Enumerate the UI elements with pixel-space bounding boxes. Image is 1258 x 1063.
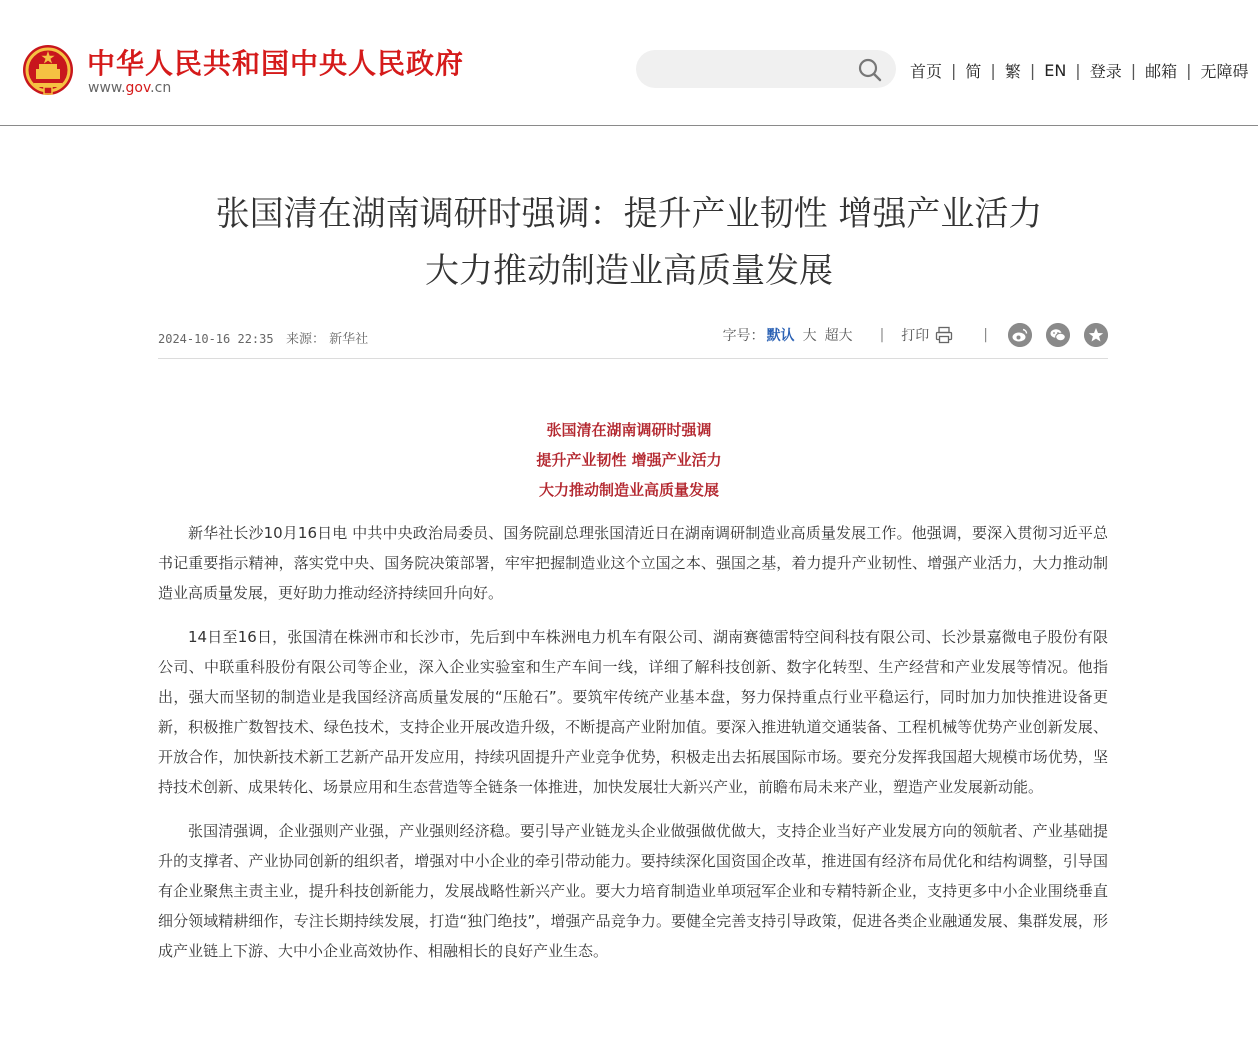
body-paragraph: 14日至16日，张国清在株洲市和长沙市，先后到中车株洲电力机车有限公司、湖南赛德雷特空间科技有限公司、长沙景嘉微电子股份有限公司、中联重科股份有限公司等企业，深入企业实验室和生产车间一线，详细了解科技创新、数字化转型、生产经营和产业发展等情况。他指出，强大而坚韧的制造业是我国经济高质量发展的“压舱石”。要筑牢传统产业基本盘，努力保持重点行业平稳运行，同时加力加快推进设备更新，积极推广数智技术、绿色技术，支持企业开展改造升级，不断提高产业附加值。要深入推进轨道交通装备、工程机械等优势产业创新发展、开放合作，加快新技术新工艺新产品开发应用，持续巩固提升产业竞争优势，积极走出去拓展国际市场。要充分发挥我国超大规模市场优势，坚持技术创新、成果转化、场景应用和生态营造等全链条一体推进，加快发展壮大新兴产业，前瞻布局未来产业，塑造产业发展新动能。	[158, 628, 1108, 796]
wechat-icon[interactable]	[1046, 323, 1070, 347]
national-emblem-icon[interactable]	[22, 43, 74, 97]
subheading-line: 张国清在湖南调研时强调	[546, 421, 712, 439]
printer-icon[interactable]	[935, 326, 953, 344]
font-size-large-button[interactable]: 大	[802, 328, 817, 344]
nav-english-link[interactable]: EN	[1044, 61, 1067, 80]
print-button[interactable]: 打印	[901, 328, 930, 344]
nav-mailbox-link[interactable]: 邮箱	[1145, 62, 1178, 81]
article-body	[158, 518, 1108, 980]
site-header	[0, 0, 1258, 126]
nav-divider: |	[951, 61, 957, 80]
article-title	[140, 186, 1118, 300]
nav-divider: |	[990, 61, 996, 80]
search-icon[interactable]	[857, 57, 883, 83]
favorite-icon[interactable]	[1084, 323, 1108, 347]
nav-simplified-link[interactable]: 简	[965, 62, 982, 81]
subheading-line: 提升产业韧性 增强产业活力	[536, 451, 722, 469]
tools-divider: |	[879, 327, 885, 343]
nav-home-link[interactable]: 首页	[910, 62, 943, 81]
article-tools	[723, 322, 1108, 348]
weibo-icon[interactable]	[1008, 323, 1032, 347]
nav-divider: |	[1075, 61, 1081, 80]
article-meta-info	[158, 328, 368, 347]
publish-date: 2024-10-16 22:35	[158, 332, 274, 346]
top-nav	[910, 59, 1249, 82]
font-size-label: 字号：	[722, 328, 765, 344]
font-size-default-button[interactable]: 默认	[766, 328, 795, 344]
source-name: 新华社	[329, 332, 369, 347]
site-url-suffix: .cn	[150, 80, 172, 96]
share-buttons	[994, 323, 1108, 347]
article-title-line: 大力推动制造业高质量发展	[425, 251, 833, 291]
site-title[interactable]: 中华人民共和国中央人民政府	[87, 47, 465, 80]
font-size-xlarge-button[interactable]: 超大	[824, 328, 853, 344]
nav-divider: |	[1186, 61, 1192, 80]
article-subheadings	[140, 415, 1118, 505]
site-url-accent: gov	[125, 80, 151, 96]
nav-divider: |	[1130, 61, 1137, 80]
source-label: 来源：	[286, 332, 326, 347]
article-meta-bar	[158, 320, 1108, 359]
tools-divider: |	[983, 327, 988, 343]
nav-accessibility-link[interactable]: 无障碍	[1200, 62, 1249, 81]
subheading-line: 大力推动制造业高质量发展	[538, 481, 719, 499]
site-url-prefix: www.	[88, 80, 126, 96]
article-title-line: 张国清在湖南调研时强调：提升产业韧性 增强产业活力	[215, 194, 1043, 234]
body-paragraph: 新华社长沙10月16日电 中共中央政治局委员、国务院副总理张国清近日在湖南调研制造业高质量发展工作。他强调，要深入贯彻习近平总书记重要指示精神，落实党中央、国务院决策部署，牢牢把握制造业这个立国之本、强国之基，着力提升产业韧性、增强产业活力，大力推动制造业高质量发展，更好助力推动经济持续回升向好。	[158, 524, 1108, 602]
nav-traditional-link[interactable]: 繁	[1004, 62, 1021, 81]
body-paragraph: 张国清强调，企业强则产业强，产业强则经济稳。要引导产业链龙头企业做强做优做大，支持企业当好产业发展方向的领航者、产业基础提升的支撑者、产业协同创新的组织者，增强对中小企业的牵引带动能力。要持续深化国资国企改革，推进国有经济布局优化和结构调整，引导国有企业聚焦主责主业，提升科技创新能力，发展战略性新兴产业。要大力培育制造业单项冠军企业和专精特新企业，支持更多中小企业围绕垂直细分领域精耕细作，专注长期持续发展，打造“独门绝技”，增强产品竞争力。要健全完善支持引导政策，促进各类企业融通发展、集群发展，形成产业链上下游、大中小企业高效协作、相融相长的良好产业生态。	[158, 822, 1108, 960]
nav-divider: |	[1029, 61, 1036, 80]
nav-login-link[interactable]: 登录	[1089, 62, 1122, 81]
site-url	[88, 80, 171, 96]
